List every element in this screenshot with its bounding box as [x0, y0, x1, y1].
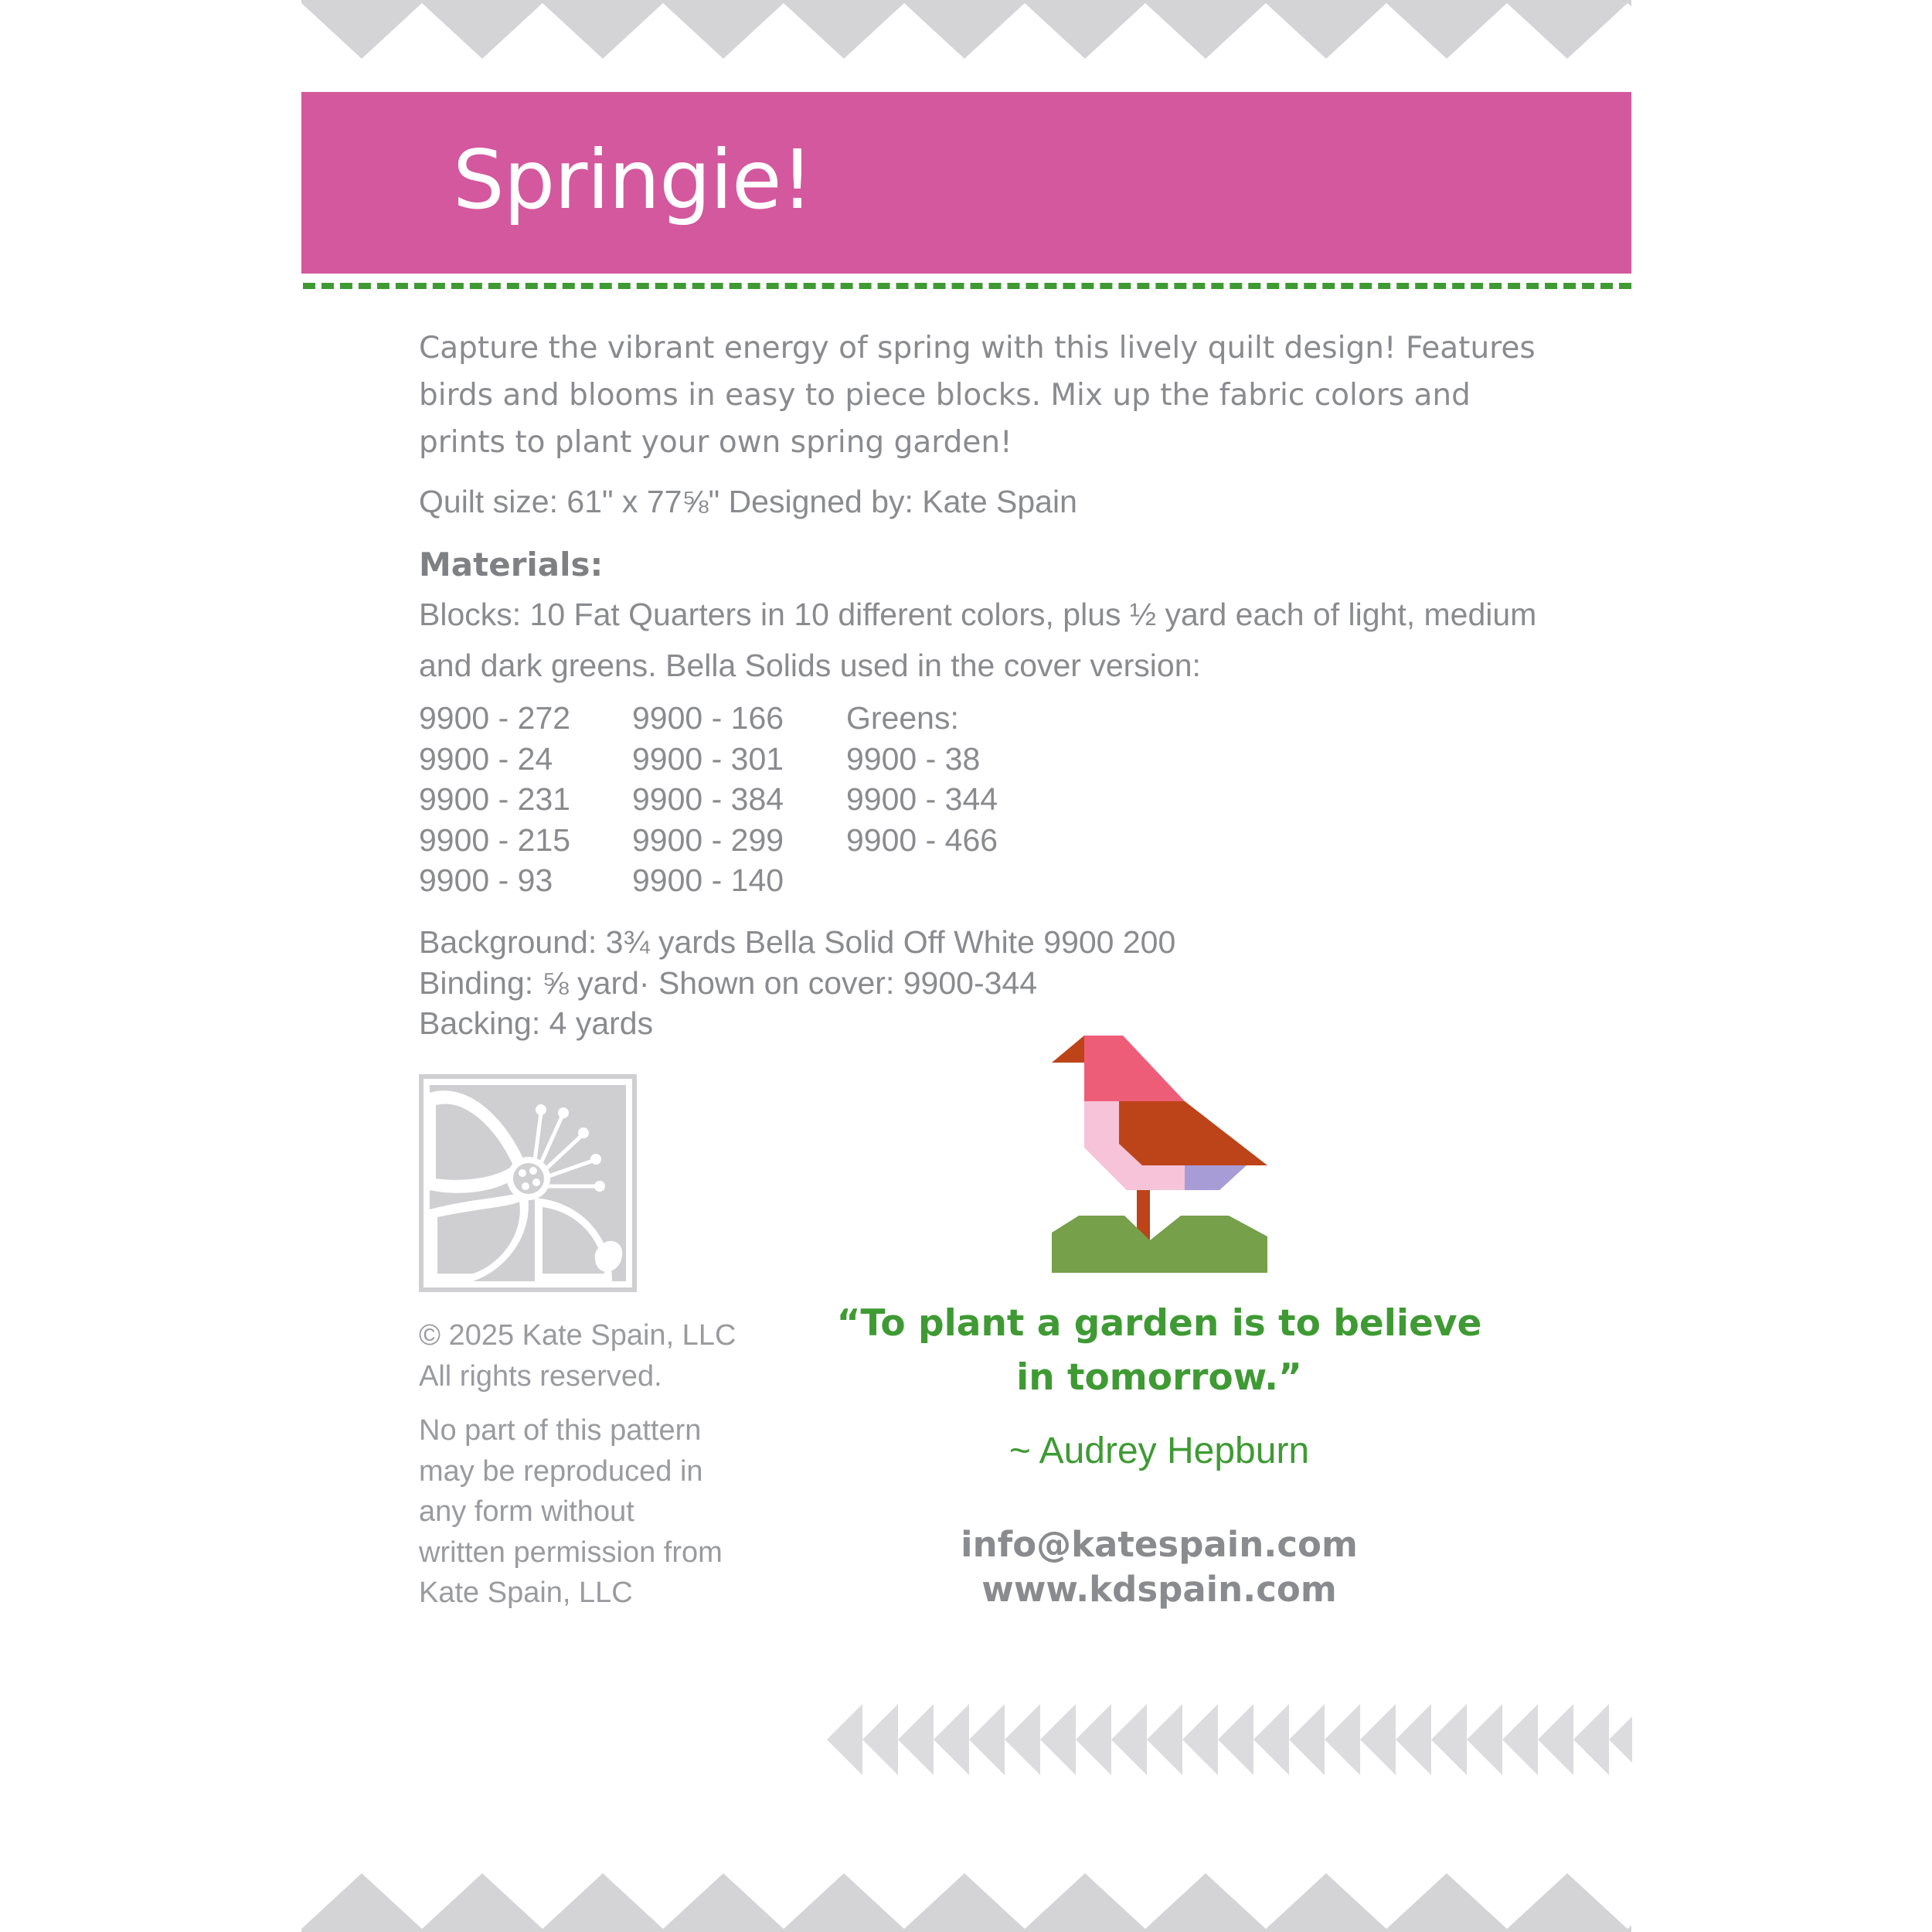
fabric-code: 9900 - 272: [419, 700, 571, 736]
title-banner: [301, 92, 1631, 274]
fabric-code: 9900 - 166: [632, 700, 784, 736]
fabric-code: 9900 - 215: [419, 821, 571, 858]
disclaimer-line: any form without: [419, 1495, 634, 1528]
backing-line: Backing: 4 yards: [419, 1005, 654, 1041]
fabric-column-greens: [846, 698, 998, 860]
disclaimer-line: written permission from: [419, 1536, 723, 1569]
quote-line: “To plant a garden is to believe: [836, 1302, 1482, 1345]
reproduction-disclaimer: [419, 1410, 723, 1614]
quilt-size-line: Quilt size: 61" x 77⅝" Designed by: Kate Spain: [419, 484, 1077, 519]
fabric-code: 9900 - 466: [846, 821, 998, 858]
intro-paragraph: Capture the vibrant energy of spring with this lively quilt design! Features birds and blooms in easy to piece blocks. Mix up the fabric colors and prints to plant your own spring garden!: [419, 331, 1536, 460]
disclaimer-line: may be reproduced in: [419, 1454, 703, 1488]
bottom-zigzag-border: [301, 1873, 1631, 1932]
fabric-code: 9900 - 38: [846, 740, 981, 777]
bird-head: [1084, 1036, 1185, 1101]
copyright-notice: [419, 1315, 736, 1396]
bird-tail: [1185, 1165, 1247, 1190]
copyright-line: © 2025 Kate Spain, LLC: [419, 1319, 736, 1352]
grass: [1052, 1216, 1267, 1273]
fabric-code: 9900 - 140: [632, 862, 784, 898]
fabric-code: 9900 - 93: [419, 862, 553, 898]
website-link[interactable]: www.kdspain.com: [981, 1569, 1337, 1610]
garden-quote: [811, 1297, 1507, 1405]
fabric-column-1: [419, 698, 570, 901]
other-materials: [419, 922, 1175, 1044]
blocks-description: Blocks: 10 Fat Quarters in 10 different colors, plus ½ yard each of light, medium and dark greens. Bella Solids used in the cover version:: [419, 597, 1537, 683]
disclaimer-line: No part of this pattern: [419, 1414, 702, 1447]
fabric-code: 9900 - 384: [632, 781, 784, 817]
binding-line: Binding: ⅝ yard· Shown on cover: 9900-344: [419, 964, 1038, 1001]
stitch-divider: [303, 283, 1631, 289]
flying-geese-border: [827, 1704, 1632, 1779]
flower-logo: [419, 1074, 637, 1296]
disclaimer-line: Kate Spain, LLC: [419, 1577, 633, 1609]
fabric-code: 9900 - 299: [632, 821, 784, 858]
materials-heading: Materials:: [419, 546, 604, 583]
fabric-code: 9900 - 24: [419, 740, 553, 777]
background-line: Background: 3¾ yards Bella Solid Off White 9900 200: [419, 924, 1176, 960]
top-zigzag-border: [301, 0, 1631, 59]
fabric-column-2: [632, 698, 784, 901]
rights-line: All rights reserved.: [419, 1359, 662, 1393]
quote-attribution: ~ Audrey Hepburn: [1009, 1430, 1310, 1471]
bird-quilt-block: [1049, 1032, 1281, 1283]
fabric-code: 9900 - 231: [419, 781, 571, 817]
page-title: Springie!: [453, 133, 813, 227]
contact-info: [811, 1522, 1507, 1612]
email-link[interactable]: info@katespain.com: [961, 1524, 1358, 1565]
bird-beak: [1052, 1036, 1084, 1063]
fabric-code: 9900 - 301: [632, 740, 784, 777]
greens-label: Greens:: [846, 700, 959, 736]
quote-line: in tomorrow.”: [1016, 1356, 1302, 1399]
fabric-code: 9900 - 344: [846, 781, 998, 817]
bird-wing: [1119, 1101, 1267, 1165]
